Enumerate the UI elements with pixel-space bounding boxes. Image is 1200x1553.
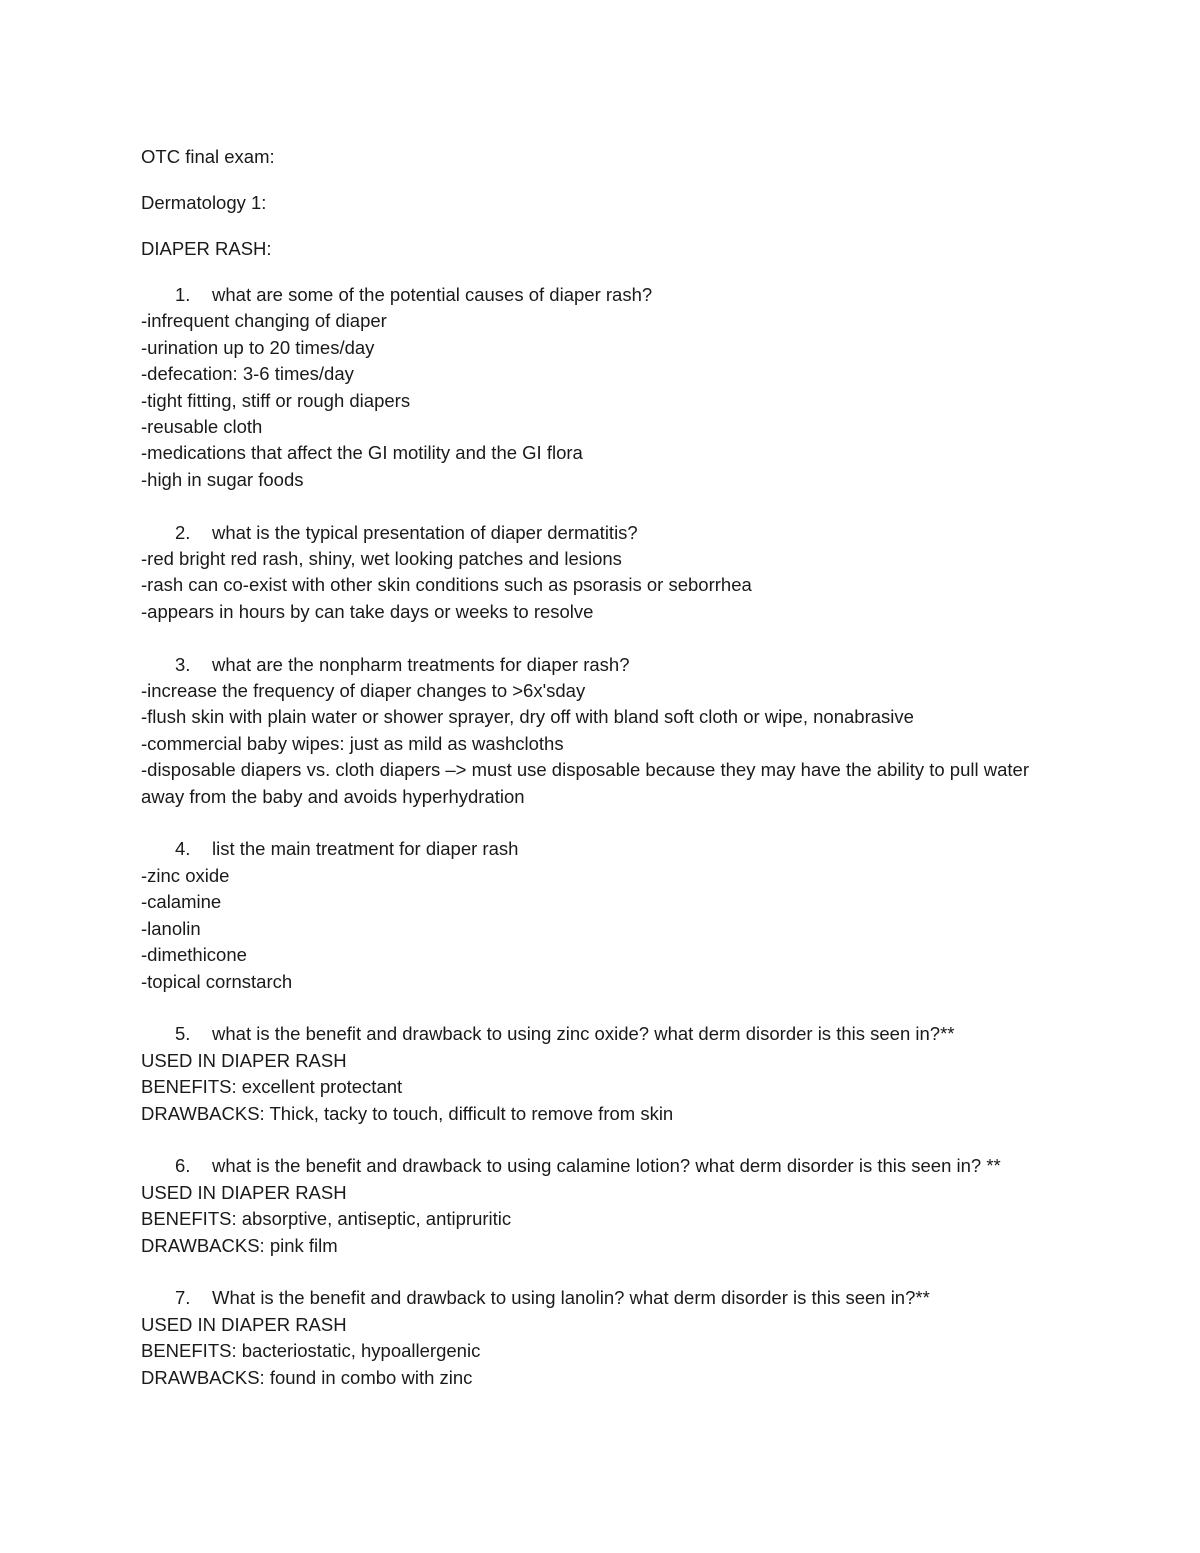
answer-line: -zinc oxide (141, 864, 230, 886)
question-number: 6. (175, 1155, 191, 1177)
question-text: what is the typical presentation of diaper dermatitis? (212, 521, 638, 543)
answer-line: BENEFITS: excellent protectant (141, 1076, 403, 1098)
answer-line: -topical cornstarch (141, 970, 293, 992)
answer-line: BENEFITS: absorptive, antiseptic, antipruritic (141, 1208, 512, 1230)
answer-line: USED IN DIAPER RASH (141, 1181, 347, 1203)
answer-line: -urination up to 20 times/day (141, 336, 375, 358)
answer-line: -infrequent changing of diaper (141, 310, 387, 332)
answer-line: DRAWBACKS: found in combo with zinc (141, 1366, 473, 1388)
question-text: what is the benefit and drawback to using calamine lotion? what derm disorder is this seen in? ** (212, 1155, 1001, 1177)
question-text: what are the nonpharm treatments for diaper rash? (212, 653, 630, 675)
answer-line: -reusable cloth (141, 416, 263, 438)
question-block-5 (141, 1021, 1061, 1127)
question-block-6 (141, 1153, 1061, 1259)
answer-line: -medications that affect the GI motility and the GI flora (141, 442, 583, 464)
question-3 (141, 652, 1061, 678)
question-6 (141, 1153, 1061, 1179)
question-text: What is the benefit and drawback to using lanolin? what derm disorder is this seen in?** (212, 1287, 930, 1309)
answer-line: USED IN DIAPER RASH (141, 1313, 347, 1335)
answer-line: -high in sugar foods (141, 468, 304, 490)
document-body (141, 144, 1061, 1391)
topic-heading: DIAPER RASH: (141, 238, 272, 259)
question-5 (141, 1021, 1061, 1047)
answer-line: USED IN DIAPER RASH (141, 1049, 347, 1071)
answer-line: -commercial baby wipes: just as mild as washcloths (141, 732, 564, 754)
question-block-1 (141, 282, 1061, 493)
question-text: what are some of the potential causes of diaper rash? (212, 284, 653, 305)
answer-line: -red bright red rash, shiny, wet looking patches and lesions (141, 548, 622, 570)
answer-line: BENEFITS: bacteriostatic, hypoallergenic (141, 1340, 481, 1362)
question-number: 1. (175, 284, 191, 305)
answer-line: -flush skin with plain water or shower sprayer, dry off with bland soft cloth or wipe, nonabrasive (141, 706, 914, 728)
document-title: OTC final exam: (141, 146, 275, 167)
question-block-3 (141, 652, 1061, 810)
question-block-2 (141, 520, 1061, 626)
answer-line: -tight fitting, stiff or rough diapers (141, 389, 411, 411)
question-block-4 (141, 836, 1061, 994)
question-number: 2. (175, 521, 191, 543)
answer-line: -defecation: 3-6 times/day (141, 363, 354, 385)
answer-line: -increase the frequency of diaper changes to >6x'sday (141, 680, 586, 702)
question-4 (141, 836, 1061, 862)
question-block-7 (141, 1285, 1061, 1391)
question-number: 5. (175, 1023, 191, 1045)
question-text: what is the benefit and drawback to using zinc oxide? what derm disorder is this seen in?** (212, 1023, 955, 1045)
answer-line: DRAWBACKS: Thick, tacky to touch, difficult to remove from skin (141, 1102, 674, 1124)
answer-line: -appears in hours by can take days or weeks to resolve (141, 600, 594, 622)
question-7 (141, 1285, 1061, 1311)
answer-line: -rash can co-exist with other skin conditions such as psorasis or seborrhea (141, 574, 752, 596)
question-1 (141, 282, 1061, 308)
answer-line: DRAWBACKS: pink film (141, 1234, 338, 1256)
question-number: 4. (175, 838, 191, 860)
answer-line: -disposable diapers vs. cloth diapers –> must use disposable because they may have the ability to pull water away from the baby and avoids hyperhydration (141, 759, 1035, 807)
question-number: 3. (175, 653, 191, 675)
answer-line: -dimethicone (141, 944, 247, 966)
question-2 (141, 520, 1061, 546)
section-heading: Dermatology 1: (141, 192, 267, 213)
question-text: list the main treatment for diaper rash (212, 838, 519, 860)
answer-line: -lanolin (141, 917, 201, 939)
question-number: 7. (175, 1287, 191, 1309)
answer-line: -calamine (141, 891, 222, 913)
